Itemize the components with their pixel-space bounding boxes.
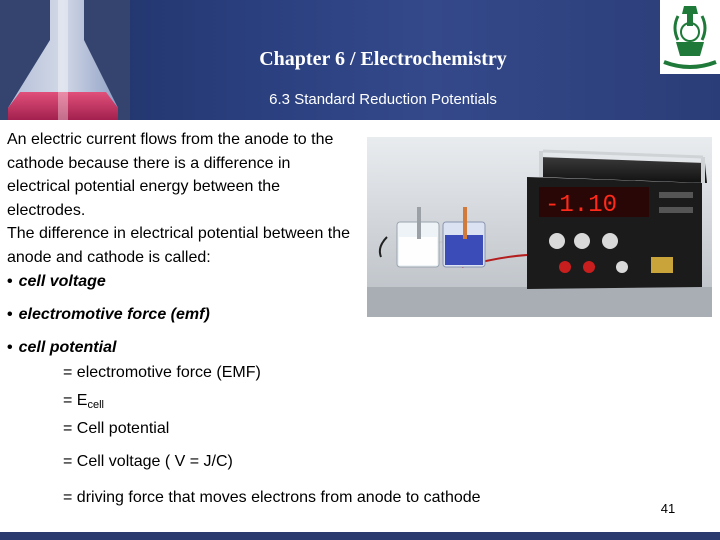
flask-image — [0, 0, 130, 120]
definition-cell-voltage: = Cell voltage ( V = J/C) — [63, 453, 233, 470]
bullet-dot-icon: • — [7, 306, 13, 323]
bullet-emf: • electromotive force (emf) — [7, 306, 210, 323]
definition-ecell: = $E_{cell}$ — [63, 392, 104, 411]
slide-title: Chapter 6 / Electrochemistry — [259, 48, 507, 70]
body-text — [7, 128, 357, 269]
paragraph-current-flow: An electric current flows from the anode to the cathode because there is a difference in electrical potential energy between the electrodes. — [7, 131, 334, 219]
bullet-dot-icon: • — [7, 273, 13, 290]
page-number: 41 — [660, 501, 676, 516]
bullet-dot-icon: • — [7, 339, 13, 356]
footer-bar — [0, 532, 720, 540]
definition-cell-potential: = Cell potential — [63, 420, 170, 437]
svg-text:-1.10: -1.10 — [545, 192, 618, 219]
slide-subtitle: 6.3 Standard Reduction Potentials — [269, 91, 497, 108]
definition-emf: = electromotive force (EMF) — [63, 364, 261, 381]
voltmeter-photo — [367, 137, 712, 317]
bullet-cell-voltage: • cell voltage — [7, 273, 106, 290]
definition-driving-force: = driving force that moves electrons from anode to cathode — [63, 489, 481, 506]
bullet-cell-potential: • cell potential — [7, 339, 117, 356]
slide-header — [0, 0, 720, 120]
university-logo — [660, 0, 720, 74]
paragraph-potential-difference: The difference in electrical potential between the anode and cathode is called: — [7, 225, 351, 266]
